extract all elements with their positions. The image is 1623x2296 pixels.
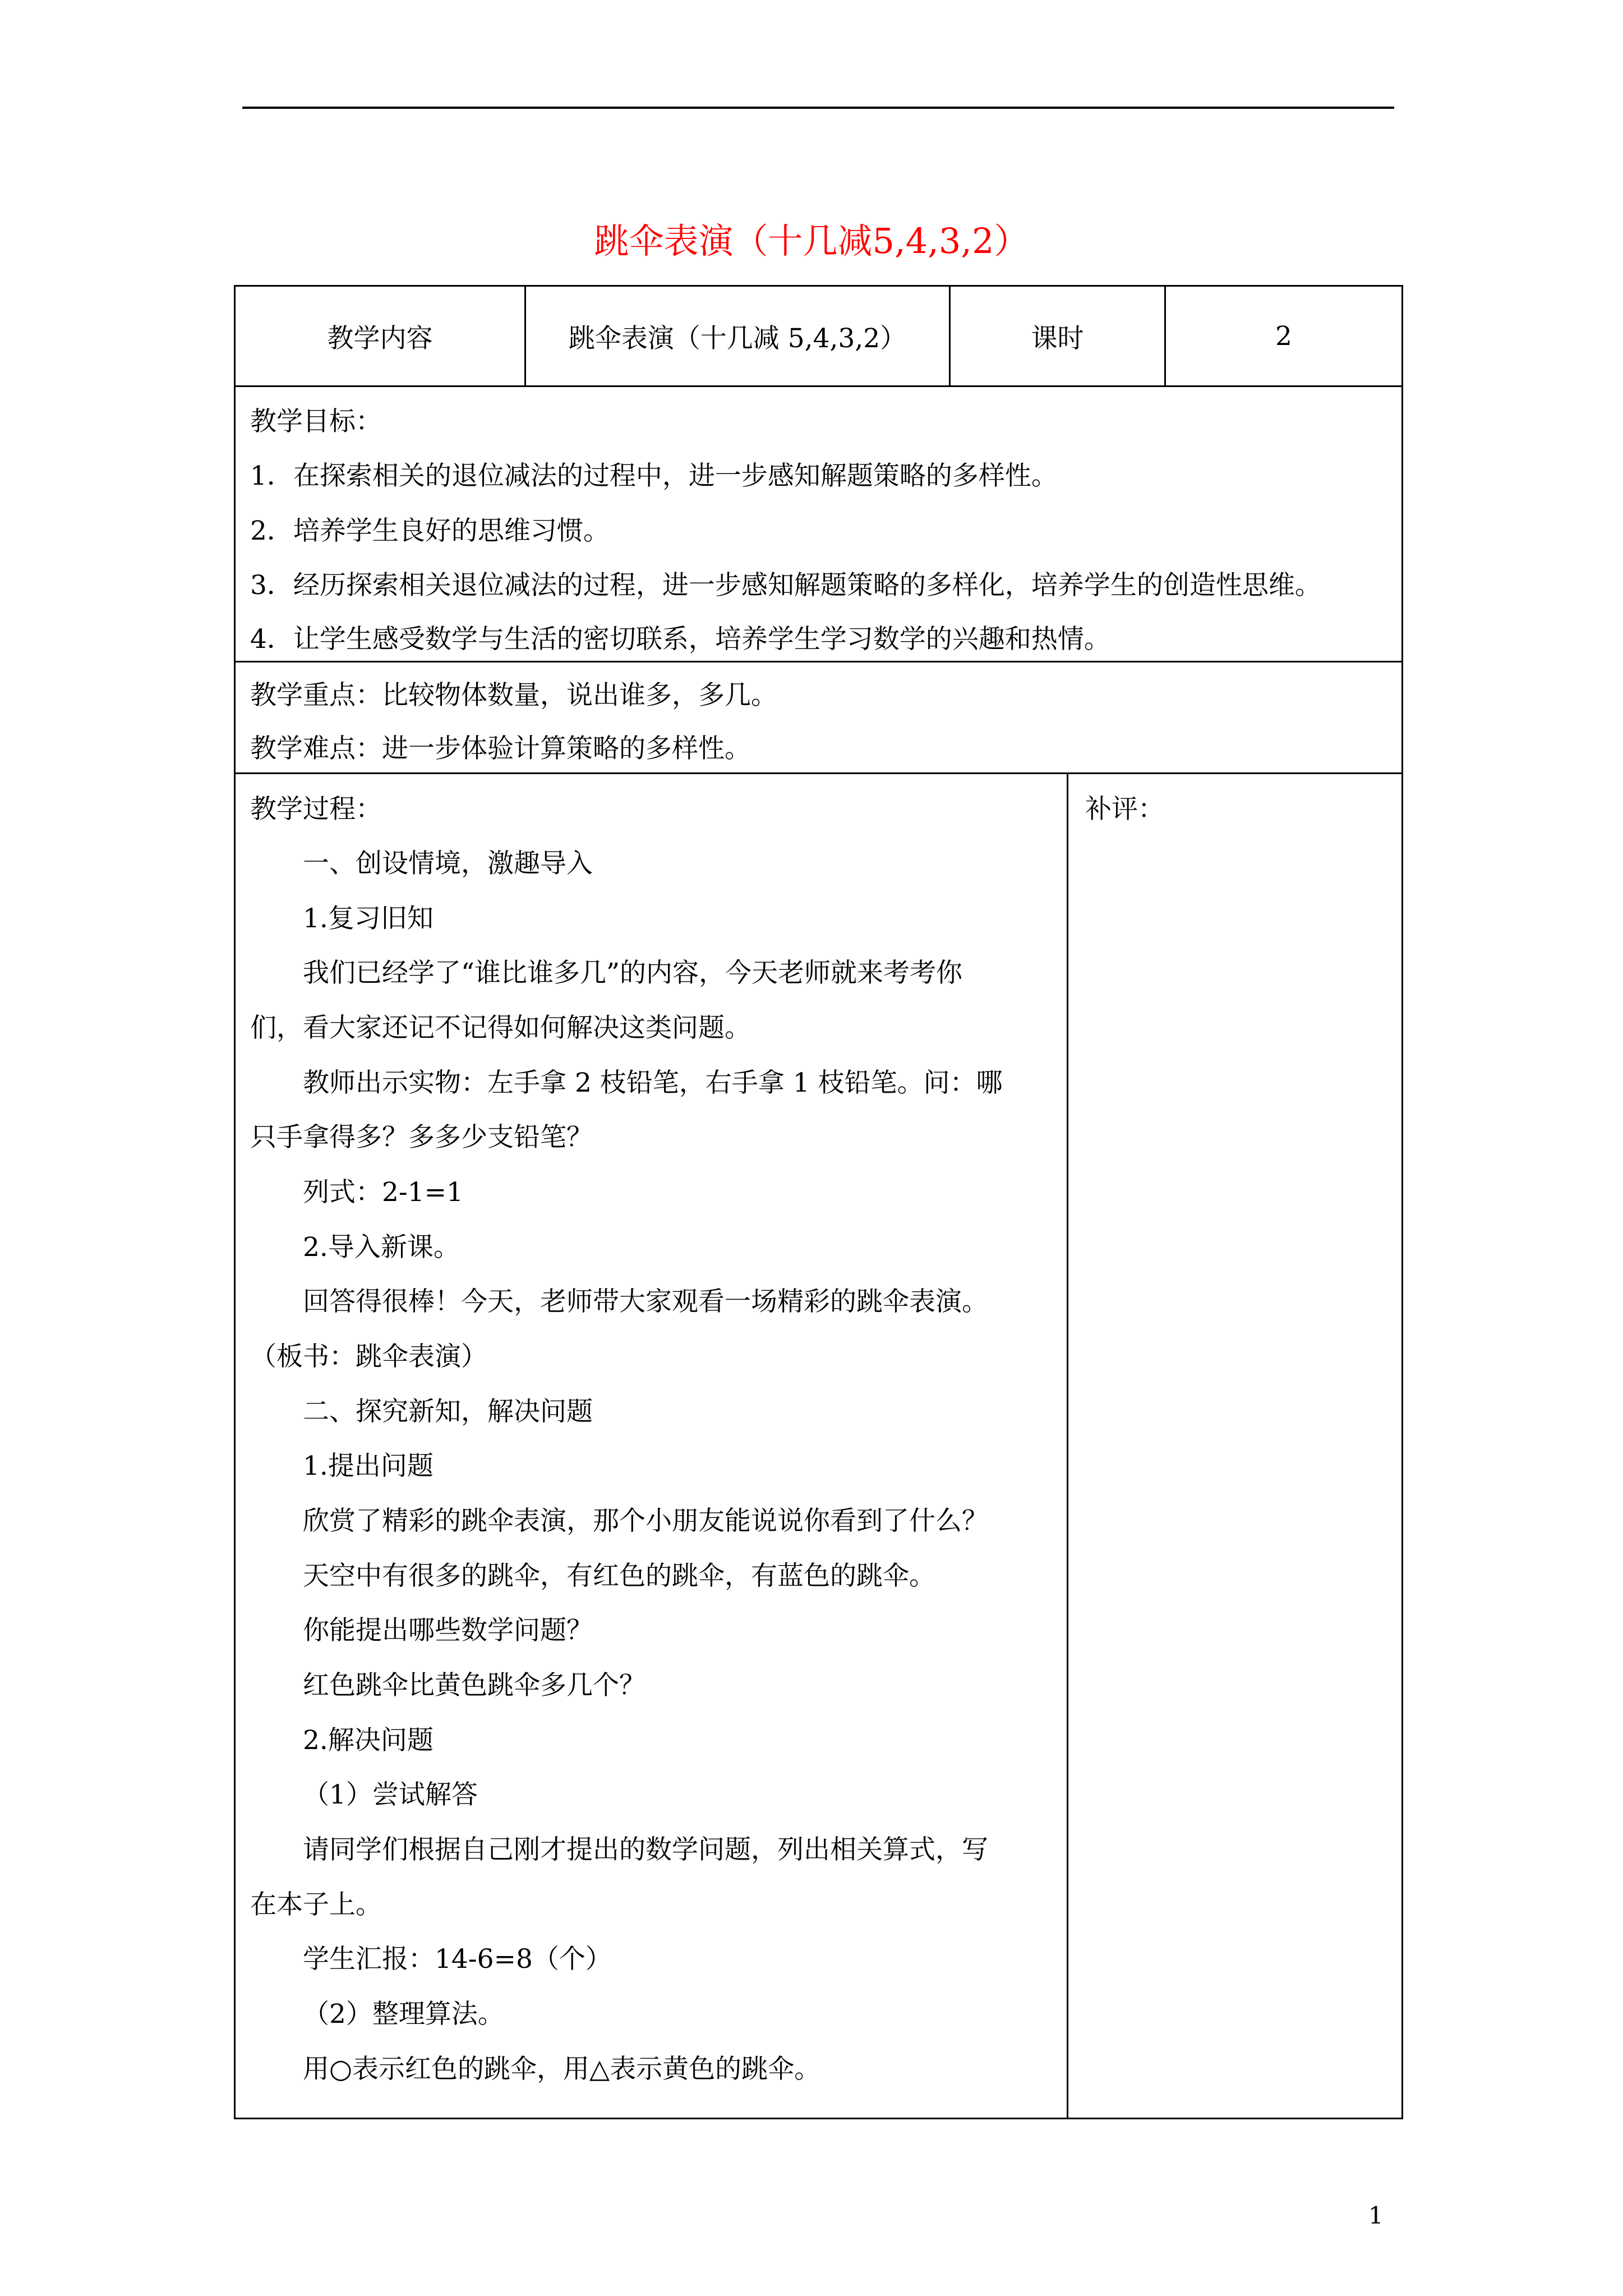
process-line: 列式：2-1=1: [303, 1177, 463, 1208]
objective-item: 4．让学生感受数学与生活的密切联系，培养学生学习数学的兴趣和热情。: [250, 624, 1110, 655]
row-divider: [234, 661, 1403, 662]
key-point: 教学重点：比较物体数量，说出谁多，多几。: [250, 680, 777, 711]
process-line: （2）整理算法。: [303, 1999, 504, 2030]
process-line: 二、探究新知，解决问题: [303, 1396, 593, 1427]
process-line: 天空中有很多的跳伞，有红色的跳伞，有蓝色的跳伞。: [303, 1561, 935, 1591]
objective-item: 2．培养学生良好的思维习惯。: [250, 516, 610, 546]
period-label: 课时: [1031, 323, 1084, 354]
process-heading: 教学过程：: [250, 794, 382, 825]
document-title: 跳伞表演（十几减5,4,3,2）: [594, 220, 1029, 261]
process-line: 红色跳伞比黄色跳伞多几个？: [303, 1670, 645, 1701]
process-line: 用○表示红色的跳伞，用△表示黄色的跳伞。: [303, 2054, 821, 2085]
column-divider: [1067, 773, 1068, 2119]
row-divider: [234, 385, 1403, 387]
process-line: 1.提出问题: [303, 1451, 434, 1481]
difficulty-point: 教学难点：进一步体验计算策略的多样性。: [250, 733, 751, 764]
process-line: 欣赏了精彩的跳伞表演，那个小朋友能说说你看到了什么？: [303, 1506, 988, 1536]
content-label: 教学内容: [327, 323, 433, 354]
process-line: 你能提出哪些数学问题？: [303, 1615, 593, 1646]
objective-item: 3．经历探索相关退位减法的过程，进一步感知解题策略的多样化，培养学生的创造性思维。: [250, 570, 1321, 601]
process-line: 2.导入新课。: [303, 1232, 460, 1263]
remarks-label: 补评：: [1085, 794, 1164, 825]
process-line: 在本子上。: [250, 1889, 382, 1920]
process-line: 1.复习旧知: [303, 903, 434, 934]
period-value: 2: [1275, 320, 1292, 352]
process-line: （1）尝试解答: [303, 1779, 478, 1810]
process-line: 一、创设情境，激趣导入: [303, 848, 593, 879]
process-line: 教师出示实物：左手拿 2 枝铅笔，右手拿 1 枝铅笔。问：哪: [303, 1068, 1003, 1098]
row-divider: [234, 772, 1403, 774]
content-value: 跳伞表演（十几减 5,4,3,2）: [568, 323, 907, 354]
process-line: 回答得很棒！今天，老师带大家观看一场精彩的跳伞表演。: [303, 1286, 988, 1317]
process-line: 我们已经学了“谁比谁多几”的内容，今天老师就来考考你: [303, 958, 963, 988]
page-number: 1: [1368, 2202, 1384, 2229]
process-line: 们，看大家还记不记得如何解决这类问题。: [250, 1013, 751, 1043]
process-line: 请同学们根据自己刚才提出的数学问题，列出相关算式，写: [303, 1834, 988, 1865]
process-line: （板书：跳伞表演）: [250, 1341, 487, 1372]
objectives-heading: 教学目标：: [250, 406, 382, 437]
process-line: 学生汇报：14-6=8（个）: [303, 1944, 612, 1975]
process-line: 只手拿得多？多多少支铅笔？: [250, 1122, 593, 1153]
header-rule: [242, 107, 1394, 109]
process-line: 2.解决问题: [303, 1725, 434, 1756]
objective-item: 1．在探索相关的退位减法的过程中，进一步感知解题策略的多样性。: [250, 461, 1058, 491]
